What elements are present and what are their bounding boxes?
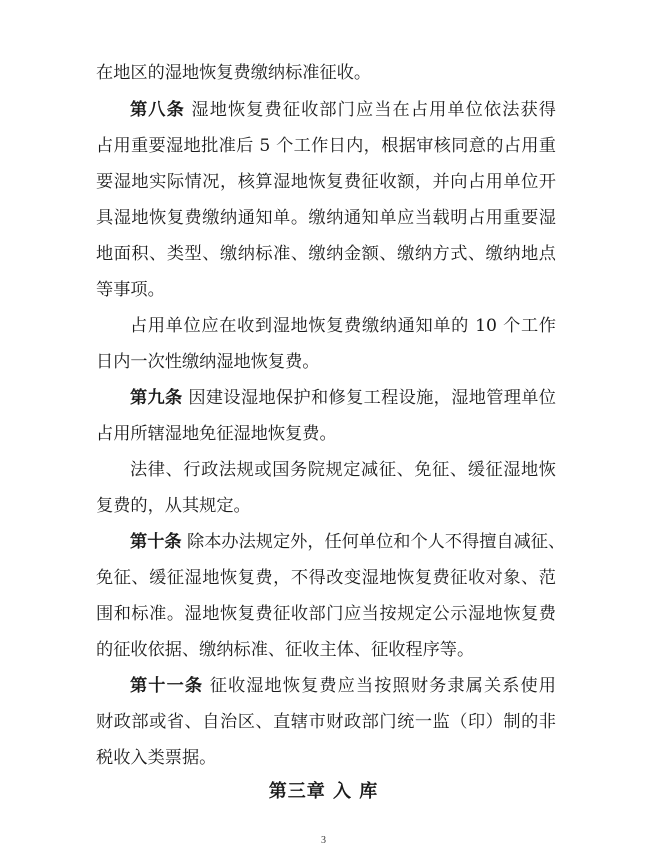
paragraph-line: 占用所辖湿地免征湿地恢复费。 (96, 424, 337, 444)
paragraph-text: 因建设湿地保护和修复工程设施，湿地管理单位 (188, 388, 556, 408)
article-heading: 第八条 (130, 100, 185, 120)
paragraph-line: 在地区的湿地恢复费缴纳标准征收。 (96, 63, 372, 83)
chapter-title: 第三章 入 库 (268, 781, 379, 802)
article-8-first-line (130, 99, 556, 121)
paragraph-line: 免征、缓征湿地恢复费，不得改变湿地恢复费征收对象、范 (96, 568, 556, 588)
paragraph-line: 税收入类票据。 (96, 748, 217, 768)
paragraph-line: 财政部或省、自治区、直辖市财政部门统一监（印）制的非 (96, 712, 556, 732)
paragraph-line: 占用重要湿地批准后 5 个工作日内，根据审核同意的占用重 (96, 136, 556, 156)
article-9-first-line (130, 387, 556, 409)
paragraph-line: 复费的，从其规定。 (96, 496, 251, 516)
paragraph-line: 等事项。 (96, 280, 165, 300)
paragraph-line: 围和标准。湿地恢复费征收部门应当按规定公示湿地恢复费 (96, 604, 556, 624)
paragraph-line: 日内一次性缴纳湿地恢复费。 (96, 352, 320, 372)
article-heading: 第十一条 (130, 676, 204, 696)
paragraph-line: 占用单位应在收到湿地恢复费缴纳通知单的 10 个工作 (130, 316, 556, 336)
article-heading: 第九条 (130, 388, 183, 408)
article-heading: 第十条 (130, 532, 182, 552)
paragraph-line: 具湿地恢复费缴纳通知单。缴纳通知单应当载明占用重要湿 (96, 208, 556, 228)
article-10-first-line (130, 531, 566, 553)
paragraph-text: 除本办法规定外，任何单位和个人不得擅自减征、 (187, 532, 566, 552)
paragraph-line: 法律、行政法规或国务院规定减征、免征、缓征湿地恢 (130, 460, 556, 480)
article-11-first-line (130, 675, 556, 697)
paragraph-text: 湿地恢复费征收部门应当在占用单位依法获得 (191, 100, 556, 120)
paragraph-line: 地面积、类型、缴纳标准、缴纳金额、缴纳方式、缴纳地点 (96, 244, 556, 264)
paragraph-line: 的征收依据、缴纳标准、征收主体、征收程序等。 (96, 640, 475, 660)
paragraph-text: 征收湿地恢复费应当按照财务隶属关系使用 (209, 676, 556, 696)
page-number: 3 (321, 835, 326, 846)
paragraph-line: 要湿地实际情况，核算湿地恢复费征收额，并向占用单位开 (96, 172, 556, 192)
